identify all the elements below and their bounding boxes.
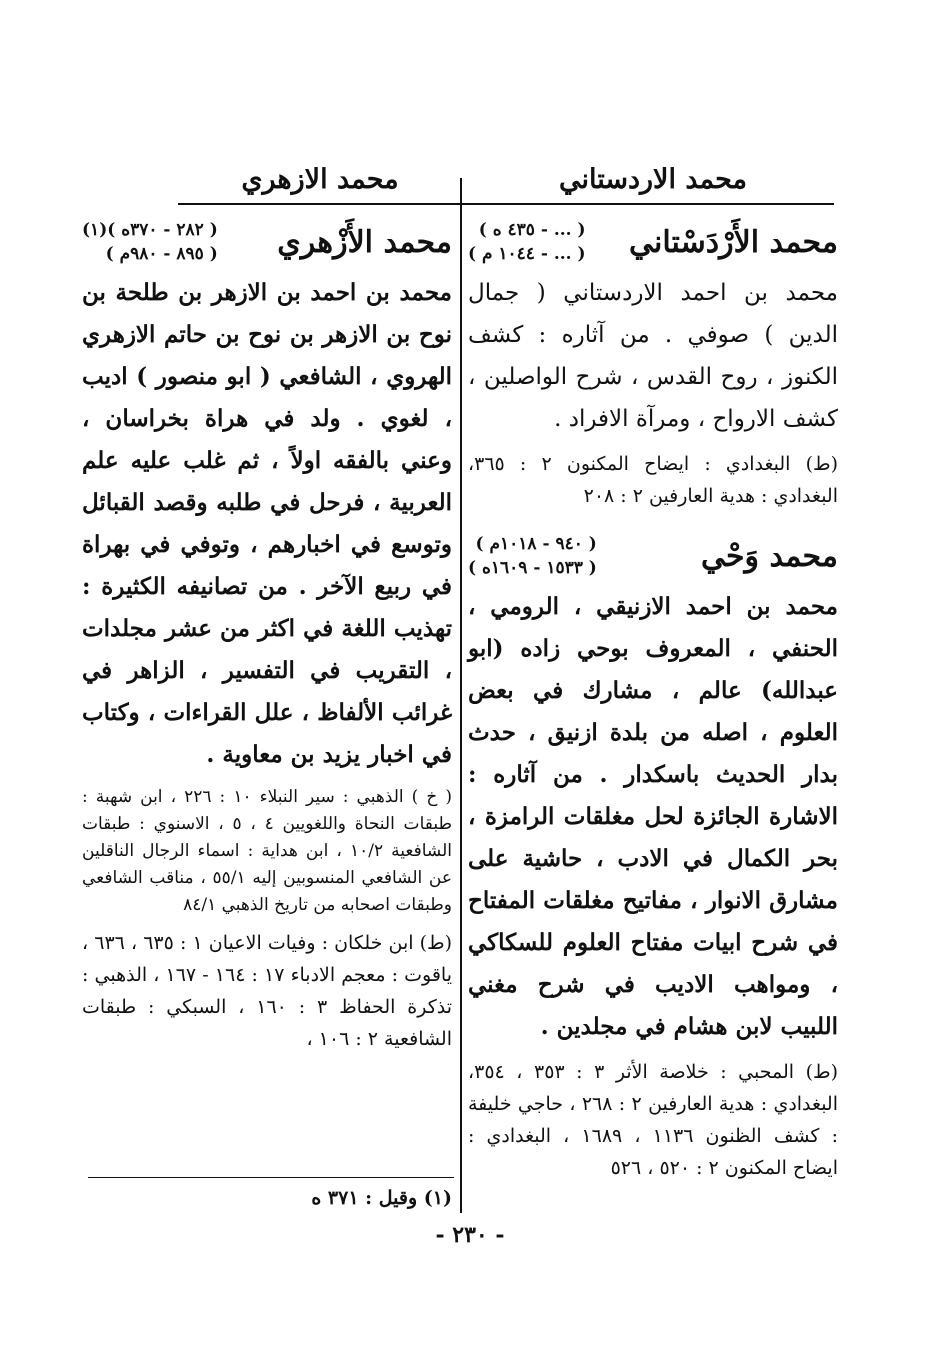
running-header-left: محمد الازهري	[241, 164, 399, 195]
entry-dates	[468, 218, 586, 266]
entry-references: (ط) ابن خلكان : وفيات الاعيان ١ : ٦٣٥ ، ٦٣٦ ، ياقوت : معجم الادباء ١٧ : ١٦٤ - ١٦٧ ، الذهبي : تذكرة الحفاظ ٣ : ١٦٠ ، السبكي : طبقات الشافعية ٢ : ١٠٦ ،	[82, 932, 453, 1050]
dates-hijri: ( ٢٨٢ - ٣٧٠ه )(١)	[82, 220, 218, 240]
header-rule	[178, 203, 834, 205]
entry-name: محمد وَحْي	[700, 538, 838, 574]
entry-dates	[82, 218, 218, 266]
entry-dates	[468, 532, 597, 580]
entry-heading	[468, 526, 838, 586]
footnote: (١) وقيل : ٣٧١ ه	[311, 1187, 452, 1209]
dates-gregorian: ( ... - ١٠٤٤ م )	[468, 244, 586, 264]
entry-heading	[82, 212, 452, 272]
left-column	[82, 212, 452, 1055]
dates-gregorian: ( ١٥٣٣ - ١٦٠٩ه )	[468, 558, 597, 578]
entry-text: محمد بن احمد بن الازهر بن طلحة بن نوح بن الازهر بن نوح بن حاتم الازهري الهروي ، الشافعي ( ابو منصور ) اديب ، لغوي . ولد في هراة بخراسان ، وعني بالفقه اولاً ، ثم غلب عليه علم العربية ، فرحل في طلبه وقصد القبائل وتوسع في اخبارهم ، وتوفي في بهراة في ربيع الآخر . من تصانيفه الكثيرة : تهذيب اللغة في اكثر من عشر مجلدات ، التقريب في التفسير ، الزاهر في غرائب الألفاظ ، علل القراءات ، وكتاب في اخبار يزيد بن معاوية .	[82, 279, 452, 768]
entry-text: محمد بن احمد الاردستاني ( جمال الدين ) صوفي . من آثاره : كشف الكنوز ، روح القدس ، شرح الواصلين ، كشف الارواح ، ومرآة الافراد .	[468, 280, 838, 432]
entry-text: محمد بن احمد الازنيقي ، الرومي ، الحنفي ، المعروف بوحي زاده (ابو عبدالله) عالم ، مشارك في بعض العلوم ، اصله من بلدة ازنيق ، حدث بدار الحديث باسكدار . من آثاره : الاشارة الجائزة لحل مغلقات الرامزة ، بحر الكمال في الادب ، حاشية على مشارق الانوار ، مفاتيح مغلقات المفتاح في شرح ابيات مفتاح العلوم للسكاكي ، ومواهب الاديب في شرح مغني اللبيب لابن هشام في مجلدين .	[468, 593, 838, 1040]
dates-hijri: ( ٩٤٠ - ١٠١٨م )	[475, 534, 597, 554]
entry-heading	[468, 212, 838, 272]
dates-gregorian: ( ٨٩٥ - ٩٨٠م )	[105, 244, 218, 264]
page-number: - ٢٣٠ -	[435, 1222, 505, 1248]
entry-name: محمد الأَرْدَسْتاني	[629, 224, 838, 260]
entry-name: محمد الأَزْهري	[277, 224, 452, 260]
entry-references: (ط) المحبي : خلاصة الأثر ٣ : ٣٥٣ ، ٣٥٤، البغدادي : هدية العارفين ٢ : ٢٦٨ ، حاجي خليفة : كشف الظنون ١١٣٦ ، ١٦٨٩ ، البغدادي : ايضاح المكنون ٢ : ٥٢٠ ، ٥٢٦	[468, 1061, 838, 1179]
running-header-right: محمد الاردستاني	[558, 164, 748, 195]
right-column	[468, 212, 838, 1184]
entry-references: (ط) البغدادي : ايضاح المكنون ٢ : ٣٦٥، البغدادي : هدية العارفين ٢ : ٢٠٨	[468, 453, 838, 507]
dates-hijri: ( ... - ٤٣٥ ه )	[478, 220, 586, 240]
entry-references: ( خ ) الذهبي : سير النبلاء ١٠ : ٢٢٦ ، ابن شهبة : طبقات النحاة واللغويين ٤ ، ٥ ، الاسنوي : طبقات الشافعية ١٠/٢ ، ابن هداية : اسماء الرجال الناقلين عن الشافعي المنسوبين إليه ٥٥/١ ، مناقب الشافعي وطبقات اصحابه من تاريخ الذهبي ٨٤/١	[82, 787, 453, 915]
column-divider	[460, 178, 462, 1213]
footnote-rule	[88, 1177, 454, 1178]
